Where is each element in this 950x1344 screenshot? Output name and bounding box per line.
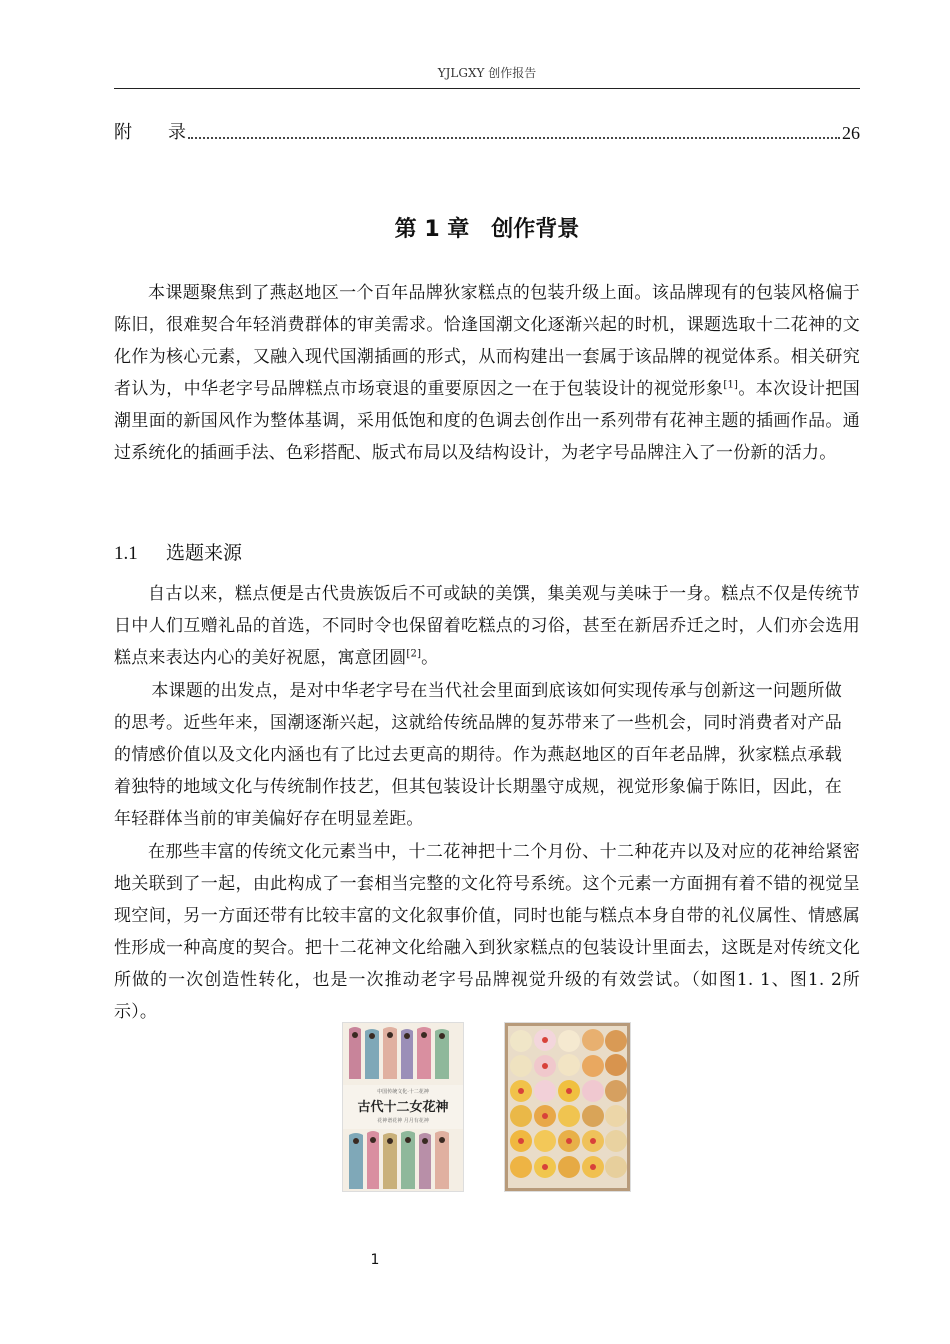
toc-label-char-b: 录 (168, 122, 186, 143)
figure-pastry-box-photo (504, 1022, 631, 1192)
pastry-box-illustration (505, 1023, 630, 1191)
section-number: 1.1 (114, 543, 138, 564)
paragraph-2-text-b: 。 (421, 648, 439, 668)
figure-flower-goddess-poster (342, 1022, 464, 1192)
poster-subtitle: 花神谱花神 月月有花神 (377, 1118, 429, 1124)
poster-title: 古代十二女花神 (357, 1100, 449, 1115)
chapter-title: 第 1 章 创作背景 (394, 217, 580, 242)
page-number: 1 (370, 1252, 380, 1268)
toc-page-number: 26 (842, 123, 860, 143)
paragraph-1-text-a: 本课题聚焦到了燕赵地区一个百年品牌狄家糕点的包装升级上面。该品牌现有的包装风格偏于陈旧，很难契合年轻消费群体的审美需求。恰逢国潮文化逐渐兴起的时机，课题选取十二花神的文化作为核心元素，又融入现代国潮插画的形式，从而构建出一套属于该品牌的视觉体系。相关研究者认为，中华老字号品牌糕点市场衰退的重要原因之一在于包装设计的视觉形象 (114, 283, 860, 399)
poster-tagline: 中国传统文化·十二花神 (377, 1089, 429, 1095)
section-heading (114, 538, 242, 565)
paragraph-2 (114, 578, 860, 674)
citation-2[interactable]: [2] (406, 648, 422, 660)
header-rule (114, 88, 860, 89)
citation-1[interactable]: [1] (723, 379, 739, 391)
toc-leader-dots (188, 137, 840, 139)
section-title: 选题来源 (166, 542, 243, 564)
paragraph-1-text-b: 。本次设计把国潮里面的新国风作为整体基调，采用低饱和度的色调去创作出一系列带有花神主题的插画作品。通过系统化的插画手法、色彩搭配、版式布局以及结构设计，为老字号品牌注入了一份新的活力。 (114, 379, 860, 463)
toc-label-char-a: 附 (114, 122, 132, 143)
paragraph-3: 本课题的出发点，是对中华老字号在当代社会里面到底该如何实现传承与创新这一问题所做的思考。近些年来，国潮逐渐兴起，这就给传统品牌的复苏带来了一些机会，同时消费者对产品的情感价值以及文化内涵也有了比过去更高的期待。作为燕赵地区的百年老品牌，狄家糕点承载着独特的地域文化与传统制作技艺，但其包装设计长期墨守成规，视觉形象偏于陈旧，因此，在年轻群体当前的审美偏好存在明显差距。 (114, 681, 842, 829)
running-header: YJLGXY 创作报告 (437, 66, 537, 80)
toc-label (114, 118, 186, 144)
toc-entry-appendix[interactable] (114, 122, 860, 144)
paragraph-1 (114, 277, 860, 469)
poster-illustration (343, 1023, 463, 1191)
paragraph-2-text-a: 自古以来，糕点便是古代贵族饭后不可或缺的美馔，集美观与美味于一身。糕点不仅是传统节日中人们互赠礼品的首选，不同时令也保留着吃糕点的习俗，甚至在新居乔迁之时，人们亦会选用糕点来表达内心的美好祝愿，寓意团圆 (114, 584, 860, 668)
paragraph-4: 在那些丰富的传统文化元素当中，十二花神把十二个月份、十二种花卉以及对应的花神给紧密地关联到了一起，由此构成了一套相当完整的文化符号系统。这个元素一方面拥有着不错的视觉呈现空间，另一方面还带有比较丰富的文化叙事价值，同时也能与糕点本身自带的礼仪属性、情感属性形成一种高度的契合。把十二花神文化给融入到狄家糕点的包装设计里面去，这既是对传统文化所做的一次创造性转化，也是一次推动老字号品牌视觉升级的有效尝试。（如图1. 1、图1. 2所示）。 (114, 842, 860, 1022)
